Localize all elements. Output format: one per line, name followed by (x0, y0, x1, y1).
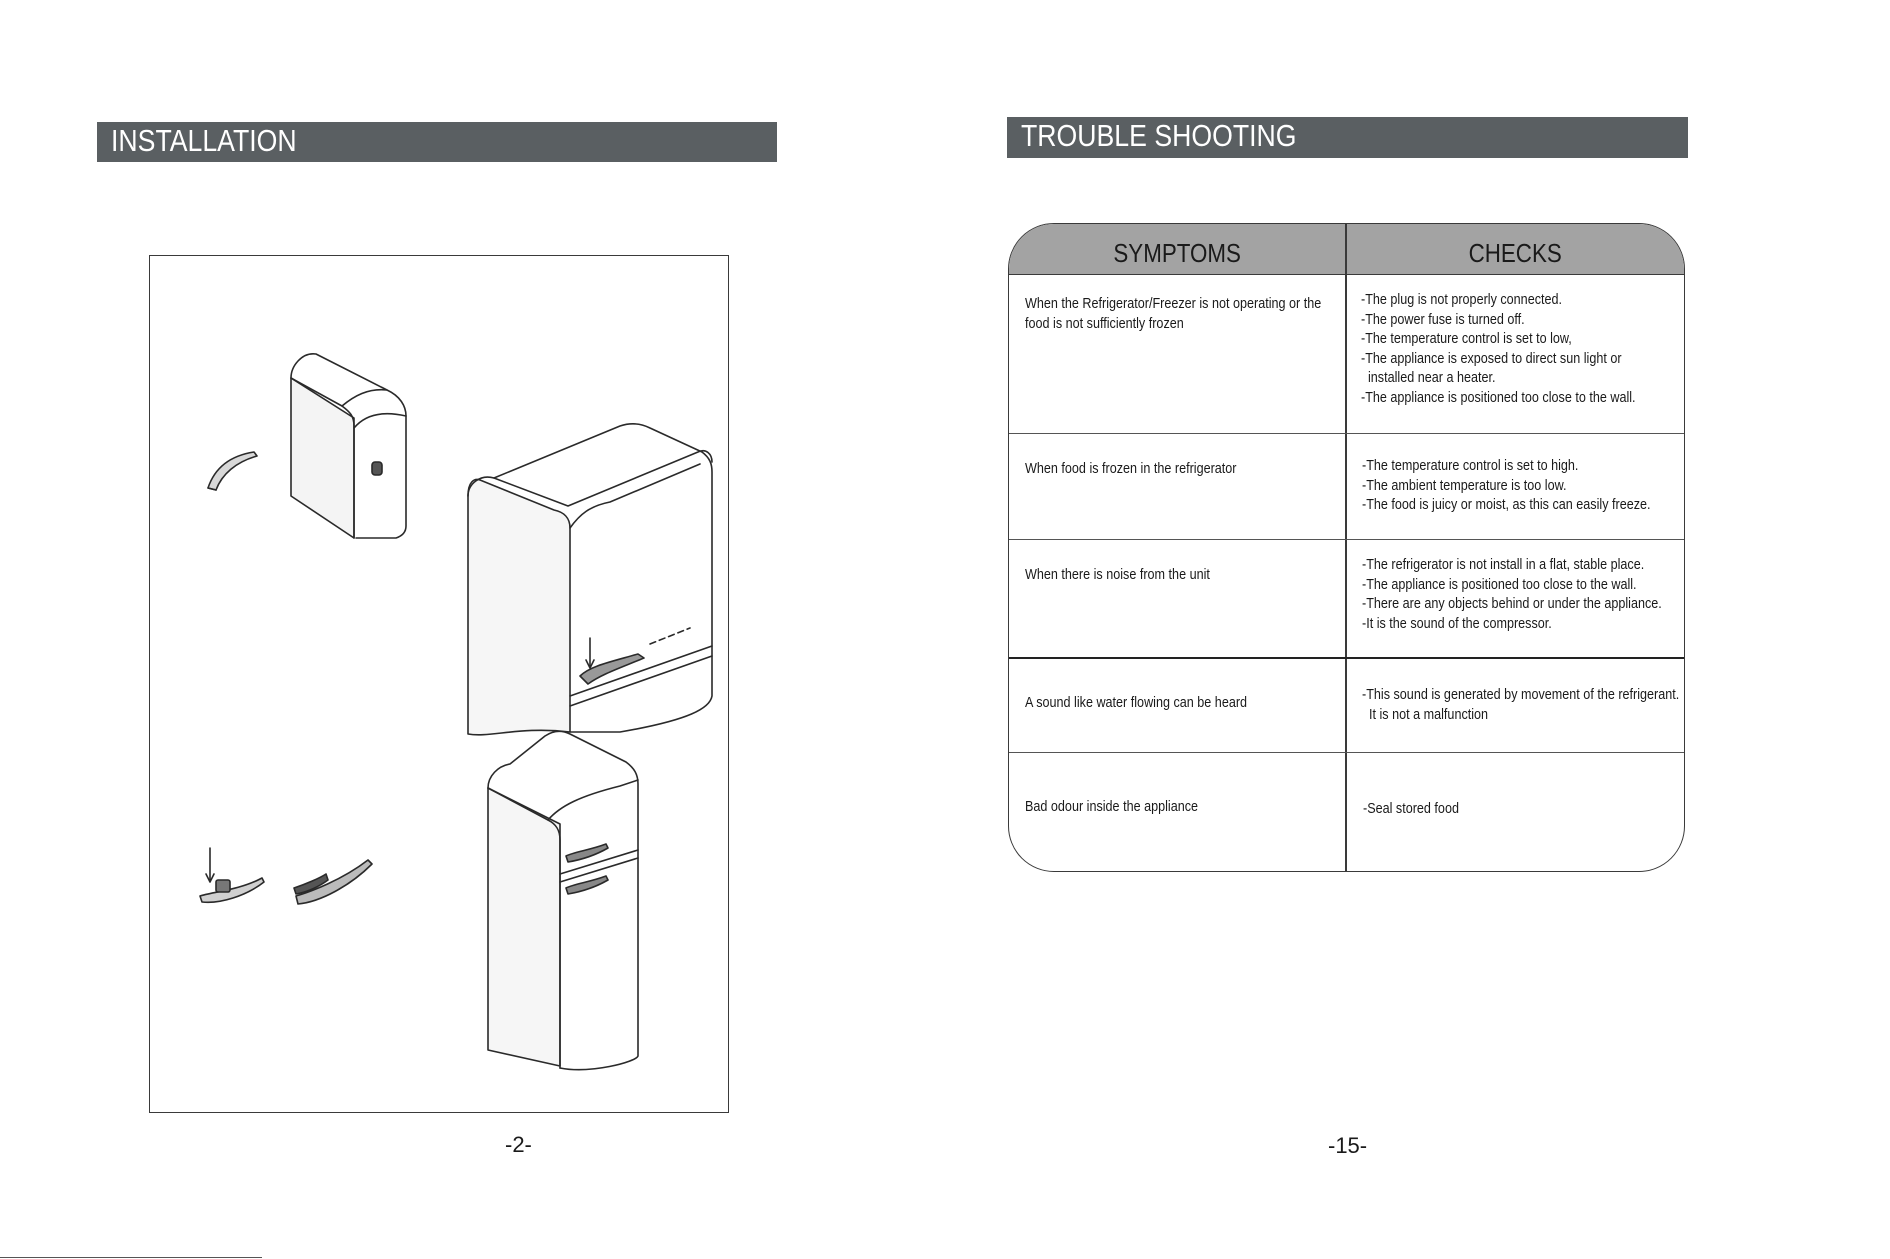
installation-banner (97, 122, 777, 162)
row-divider (1009, 539, 1684, 540)
column-divider (1345, 224, 1347, 871)
row-divider (1009, 752, 1684, 753)
table-header (1009, 224, 1684, 275)
door-handle-icon (208, 452, 257, 490)
fridge-with-handle-icon (468, 424, 712, 735)
symptom-cell: When there is noise from the unit (1025, 566, 1210, 583)
header-checks: CHECKS (1468, 238, 1562, 268)
footer-rule (0, 1257, 262, 1258)
row-divider (1009, 657, 1684, 659)
troubleshooting-title: TROUBLE SHOOTING (1021, 118, 1297, 153)
handle-parts-icon (200, 848, 372, 904)
row-divider (1009, 433, 1684, 434)
installation-title: INSTALLATION (111, 123, 297, 158)
mini-fridge-icon (291, 354, 406, 538)
handle-installation-illustration (150, 256, 730, 1114)
page-number: -2- (505, 1132, 532, 1157)
page-number: -15- (1328, 1133, 1368, 1158)
troubleshooting-banner (1007, 117, 1688, 158)
header-symptoms: SYMPTOMS (1113, 238, 1242, 268)
checks-cell: -The temperature control is set to high. -The ambient temperature is too low. -The food is juicy or moist, as this can easily freeze. (1362, 457, 1651, 513)
symptom-cell: When food is frozen in the refrigerator (1025, 460, 1237, 477)
symptom-cell: A sound like water flowing can be heard (1025, 694, 1248, 711)
checks-cell: -Seal stored food (1363, 800, 1459, 817)
symptom-cell: When the Refrigerator/Freezer is not operating or the food is not sufficiently frozen (1025, 295, 1322, 332)
symptom-cell: Bad odour inside the appliance (1025, 798, 1199, 815)
two-door-fridge-icon (488, 731, 638, 1069)
troubleshooting-table (1008, 223, 1685, 872)
checks-cell: -The plug is not properly connected. -The power fuse is turned off. -The temperature control is set to low, -The appliance is exposed to direct sun light or installed near a heater. -The appliance is positioned too close to the wall. (1361, 291, 1636, 406)
checks-cell: -This sound is generated by movement of the refrigerant. It is not a malfunction (1362, 686, 1680, 723)
installation-figure (149, 255, 729, 1113)
checks-cell: -The refrigerator is not install in a flat, stable place. -The appliance is positioned too close to the wall. -There are any objects behind or under the appliance. -It is the sound of the compressor. (1362, 556, 1662, 632)
